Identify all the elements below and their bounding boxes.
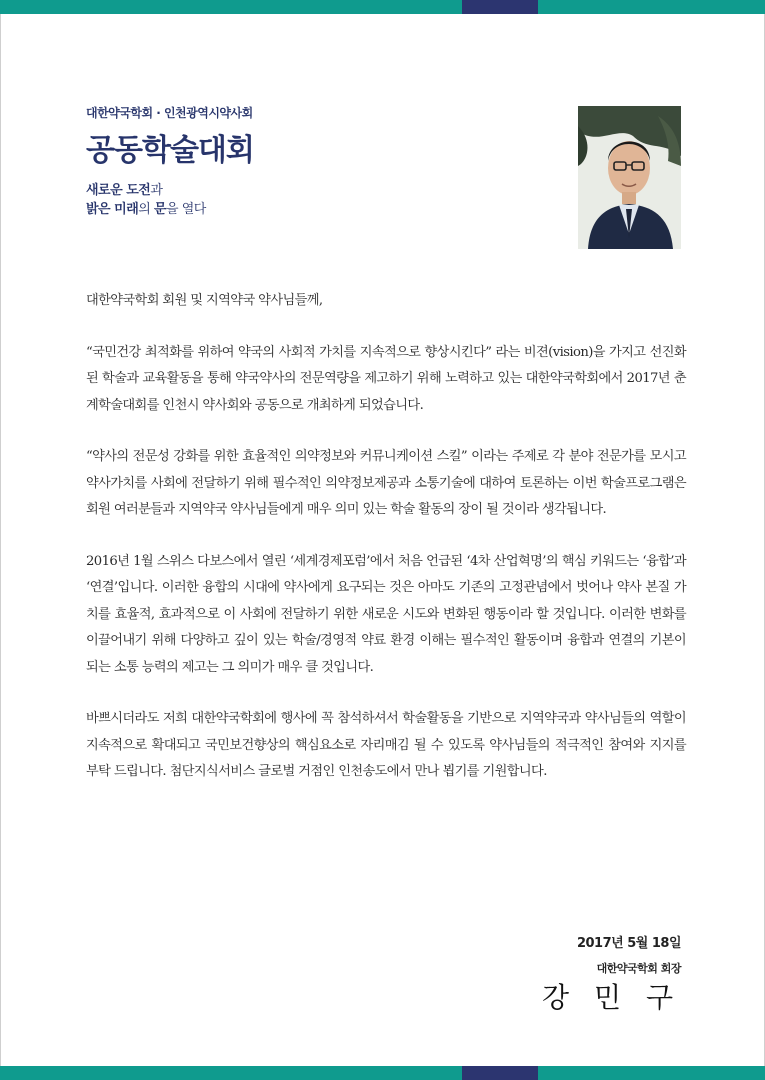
bottom-color-bar	[0, 1066, 765, 1080]
portrait-illustration	[578, 106, 681, 249]
subtitle-text-2: 의	[138, 202, 154, 217]
subtitle-text-1: 과	[150, 183, 163, 198]
top-color-bar	[0, 0, 765, 14]
subtitle-text-3: 을 열다	[166, 202, 206, 217]
bottom-bar-teal-right	[538, 1066, 765, 1080]
paragraph-3: 2016년 1월 스위스 다보스에서 열린 ‘세계경제포럼’에서 처음 언급된 ‘4차 산업혁명’의 핵심 키워드는 ‘융합’과 ‘연결’입니다. 이러한 융합의 시대에 약사에게 요구되는 것은 아마도 기존의 고정관념에서 벗어나 약사 본질 가치를 효율적, 효과적으로 이 사회에 전달하기 위한 새로운 시도와 변화된 행동이라 할 것입니다. 이러한 변화를 이끌어내기 위해 다양하고 깊이 있는 학술/경영적 약료 환경 이해는 필수적인 활동이며 융합과 연결의 기본이 되는 소통 능력의 제고는 그 의미가 매우 클 것입니다.	[86, 553, 686, 675]
top-bar-teal-left	[0, 0, 462, 14]
subtitle-line-1	[86, 181, 254, 200]
paragraph-4: 바쁘시더라도 저희 대한약국학회에 행사에 꼭 참석하셔서 학술활동을 기반으로 지역약국과 약사님들의 역할이 지속적으로 확대되고 국민보건향상의 핵심요소로 자리매김 될 수 있도록 약사님들의 적극적인 참여와 지지를 부탁 드립니다. 첨단지식서비스 글로벌 거점인 인천송도에서 만나 뵙기를 기원합니다.	[86, 711, 686, 779]
paragraph-2: “약사의 전문성 강화를 위한 효율적인 의약정보와 커뮤니케이션 스킬” 이라는 주제로 각 분야 전문가를 모시고 약사가치를 사회에 전달하기 위해 필수적인 의약정보제공과 소통기술에 대하여 토론하는 이번 학술프로그램은 회원 여러분들과 지역약국 약사님들에게 매우 의미 있는 학술 활동의 장이 될 것이라 생각됩니다.	[86, 449, 686, 517]
letter-header	[86, 104, 254, 219]
subtitle-emphasis-3: 문	[153, 202, 167, 217]
event-title: 공동학술대회	[86, 133, 254, 168]
bottom-bar-teal-left	[0, 1066, 462, 1080]
top-bar-navy	[462, 0, 538, 14]
subtitle-line-2	[86, 200, 254, 219]
subtitle-emphasis-2: 밝은 미래	[86, 202, 139, 217]
organizers: 대한약국학회 · 인천광역시약사회	[86, 106, 253, 120]
letter-date: 2017년 5월 18일	[576, 936, 681, 951]
top-bar-teal-right	[538, 0, 765, 14]
greeting: 대한약국학회 회원 및 지역약국 약사님들께,	[86, 293, 323, 308]
president-portrait	[578, 106, 681, 249]
signer-title: 대한약국학회 회장	[596, 962, 681, 975]
signer-name: 강 민 구	[542, 981, 681, 1014]
paragraph-1: “국민건강 최적화를 위하여 약국의 사회적 가치를 지속적으로 향상시킨다” 라는 비젼(vision)을 가지고 선진화된 학술과 교육활동을 통해 약국약사의 전문역량을 제고하기 위해 노력하고 있는 대한약국학회에서 2017년 춘계학술대회를 인천시 약사회와 공동으로 개최하게 되었습니다.	[86, 344, 686, 413]
bottom-bar-navy	[462, 1066, 538, 1080]
letter-body	[86, 288, 686, 811]
event-subtitle	[86, 181, 254, 219]
subtitle-emphasis-1: 새로운 도전	[86, 183, 151, 198]
